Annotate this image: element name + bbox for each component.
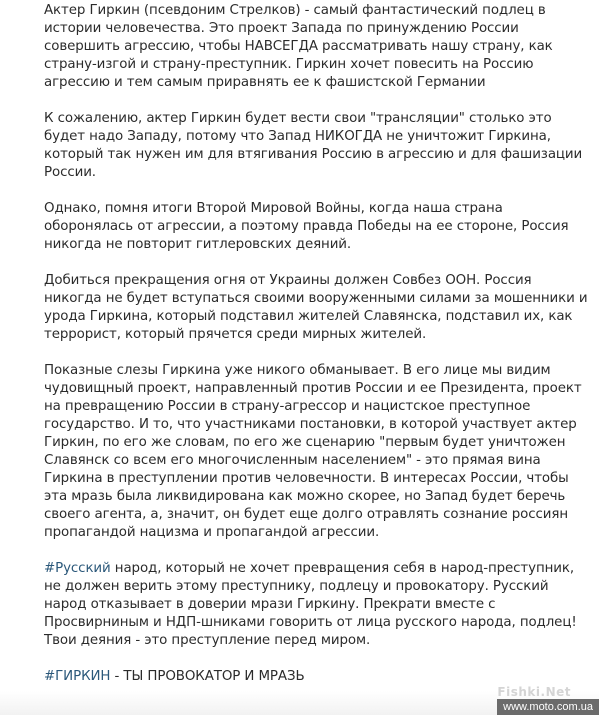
hashtag-russkiy-link[interactable]: #Русский bbox=[44, 561, 111, 576]
post-paragraph-6 bbox=[44, 560, 589, 650]
post-paragraph-2: К сожалению, актер Гиркин будет вести свои "трансляции" столько это будет надо Западу, потому что Запад НИКОГДА не уничтожит Гиркина, который так нужен им для втягивания Россию в агрессию и для фашизации России. bbox=[44, 111, 583, 180]
post-paragraph-3: Однако, помня итоги Второй Мировой Войны, когда наша страна оборонялась от агрессии, а поэтому правда Победы на ее стороне, Россия никогда не повторит гитлеровских деяний. bbox=[44, 201, 569, 252]
post-paragraph-1: Актер Гиркин (псевдоним Стрелков) - самый фантастический подлец в истории человечества. Это проект Запада по принуждению России совершить агрессию, чтобы НАВСЕГДА рассматривать нашу страну, как страну-изгой и страну-преступник. Гиркин хочет повесить на Россию агрессию и тем самым приравнять ее к фашистской Германии bbox=[44, 3, 553, 90]
post-paragraph-6-text: народ, который не хочет превращения себя в народ-преступник, не должен верить этому преступнику, подлецу и провокатору. Русский народ отказывает в доверии мрази Гиркину. Прекрати вместе с Просвирниным и НДП-шниками говорить от лица русского народа, подлец! Твои деяния - это преступление перед миром. bbox=[44, 561, 577, 648]
post-paragraph-5: Показные слезы Гиркина уже никого обманывает. В его лице мы видим чудовищный проект, направленный против России и ее Президента, проект на превращению России в страну-агрессор и нацистское преступное государство. И то, что участниками постановки, в которой участвует актер Гиркин, по его же словам, по его же сценарию "первым будет уничтожен Славянск со всем его многочисленным населением" - это прямая вина Гиркина в преступлении против человечности. В интересах России, чтобы эта мразь была ликвидирована как можно скорее, но Запад будет беречь своего агента, а, значит, он будет еще долго отравлять сознание россиян пропагандой нацизма и пропагандой агрессии. bbox=[44, 363, 582, 540]
post-paragraph-7-text: - ТЫ ПРОВОКАТОР И МРАЗЬ bbox=[110, 669, 305, 684]
watermark-site: www.moto.com.ua bbox=[497, 699, 599, 715]
post-text bbox=[44, 2, 589, 686]
post-paragraph-4: Добиться прекращения огня от Украины должен Совбез ООН. Россия никогда не будет вступаться своими вооруженными силами за мошенники и урода Гиркина, который подставил жителей Славянска, подставил их, как террорист, который прячется среди мирных жителей. bbox=[44, 273, 588, 342]
hashtag-girkin-link[interactable]: #ГИРКИН bbox=[44, 669, 111, 684]
watermark-logo: Fishki.Net bbox=[497, 685, 571, 699]
post-paragraph-7 bbox=[44, 668, 589, 686]
